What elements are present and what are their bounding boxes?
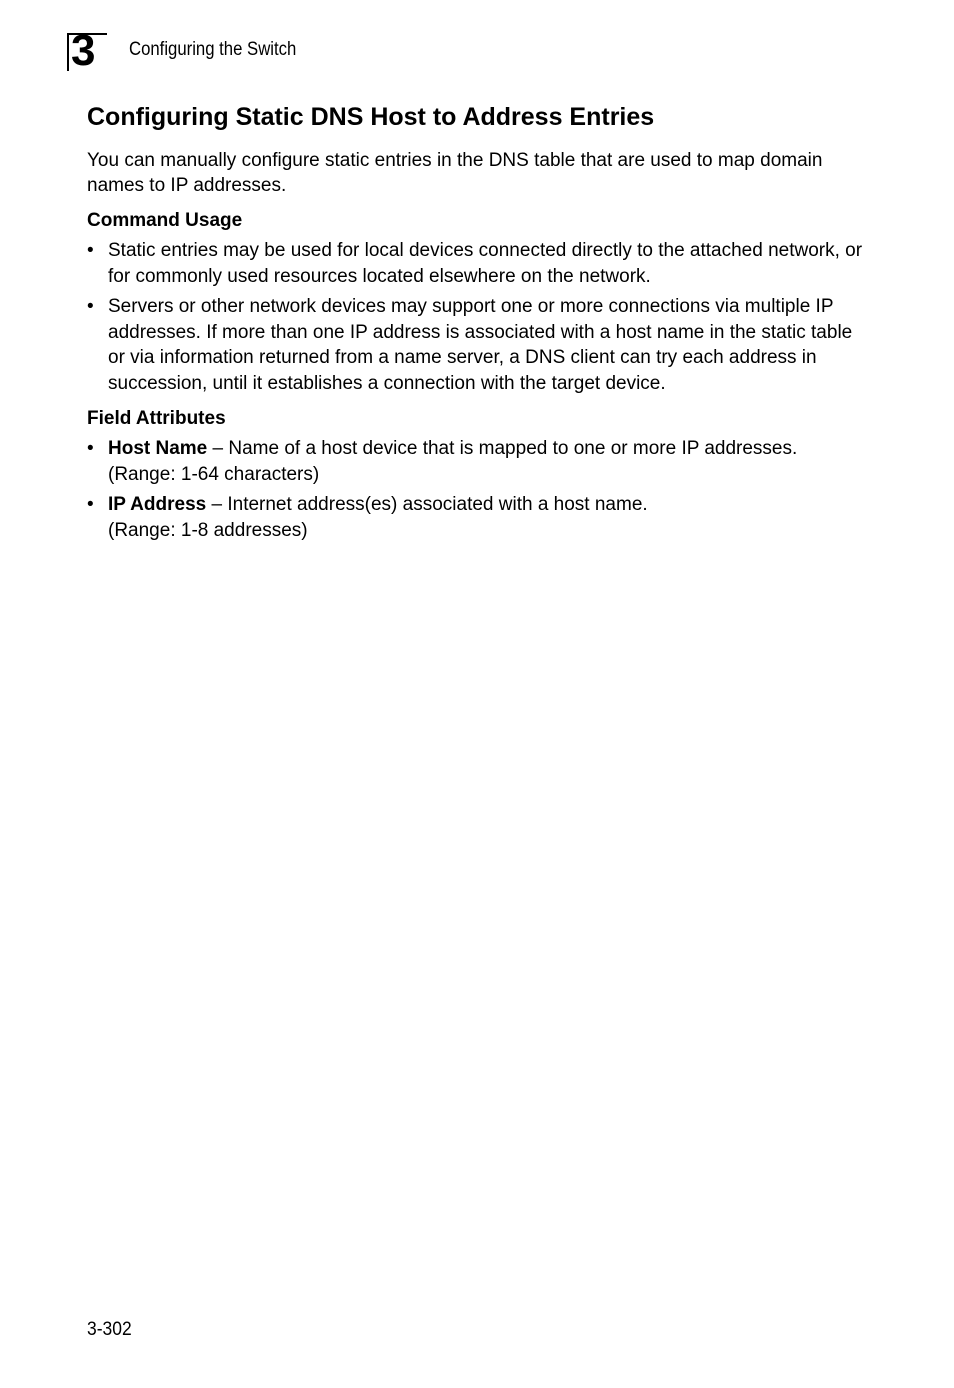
chapter-number: 3 — [71, 26, 95, 75]
bullet: • — [87, 240, 94, 261]
section-title: Configuring Static DNS Host to Address Entries — [87, 103, 655, 131]
page-content — [87, 100, 867, 553]
command-usage-list — [87, 238, 867, 396]
bullet: • — [87, 438, 94, 459]
field-term: IP Address — [108, 494, 207, 515]
list-item — [87, 436, 867, 487]
list-item — [87, 238, 867, 289]
field-range: (Range: 1-8 addresses) — [108, 519, 308, 541]
section-intro: You can manually configure static entries in the DNS table that are used to map domain names to IP addresses. — [87, 150, 823, 196]
chapter-number-badge — [67, 26, 107, 75]
list-item — [87, 294, 867, 396]
bullet: • — [87, 296, 94, 317]
field-range: (Range: 1-64 characters) — [108, 463, 320, 485]
page-number: 3-302 — [87, 1319, 132, 1340]
list-item-text: Servers or other network devices may support one or more connections via multiple IP addresses. If more than one IP address is associated with a host name in the static table or via information returned from a name server, a DNS client can try each address in succession, until it establishes a connection with the target device. — [108, 296, 853, 394]
field-description: – Name of a host device that is mapped to one or more IP addresses. — [207, 438, 798, 459]
field-term: Host Name — [108, 438, 208, 459]
command-usage-heading: Command Usage — [87, 210, 243, 231]
running-header-title: Configuring the Switch — [129, 39, 297, 60]
field-description: – Internet address(es) associated with a host name. — [206, 494, 648, 515]
list-item — [87, 492, 867, 543]
field-attributes-heading: Field Attributes — [87, 408, 226, 429]
bullet: • — [87, 494, 94, 515]
field-attributes-list — [87, 436, 867, 543]
list-item-text: Static entries may be used for local devices connected directly to the attached network, or for commonly used resources located elsewhere on the network. — [108, 240, 863, 287]
